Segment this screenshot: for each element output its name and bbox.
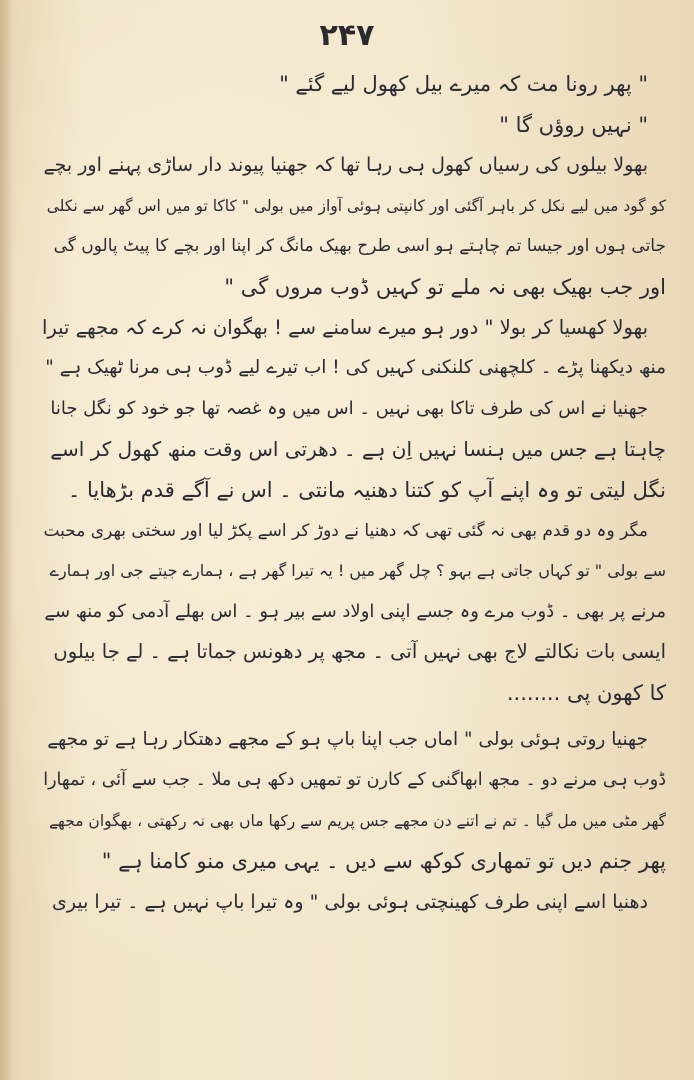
text-line: " پھر رونا مت کہ میرے بیل کھول لیے گئے " [279,72,648,96]
text-line: پھر جنم دیں تو تمھاری کوکھ سے دیں ۔ یہی میری منو کامنا ہے " [101,849,666,874]
text-line: " نہیں روؤں گا " [499,112,648,137]
text-line: منھ دیکھنا پڑے ۔ کلچھنی کلنکنی کہیں کی ! اب تیرے لیے ڈوب ہی مرنا ٹھیک ہے " [45,357,666,379]
text-line: چاہتا ہے جس میں ہنسا نہیں اِن ہے ۔ دھرتی اس وقت منھ کھول کر اسے [50,437,666,462]
text-line: ڈوب ہی مرنے دو ۔ مجھ ابھاگنی کے کارن تو تمھیں دکھ ہی ملا ۔ جب سے آئی ، تمھارا [43,770,666,791]
text-line: بھولا بیلوں کی رسیاں کھول ہی رہا تھا کہ جھنیا پیوند دار ساڑی پہنے اور بچے [43,154,648,177]
text-line: مگر وہ دو قدم بھی نہ گئی تھی کہ دھنیا نے دوڑ کر اسے پکڑ لیا اور سختی بھری محبت [43,520,648,541]
text-line: اور جب بھیک بھی نہ ملے تو کہیں ڈوب مروں گی " [224,274,666,299]
text-line: دھنیا اسے اپنی طرف کھینچتی ہوئی بولی " وہ تیرا باپ نہیں ہے ۔ تیرا بیری [52,890,648,913]
text-line: گھر مٹی میں مل گیا ۔ تم نے اتنے دن مجھے جس پریم سے رکھا ماں بھی نہ رکھتی ، بھگوان مجھے [48,811,666,830]
text-line: نگل لیتی تو وہ اپنے آپ کو کتنا دھنیہ مانتی ۔ اس نے آگے قدم بڑھایا ۔ [67,477,666,502]
text-line: کو گود میں لیے نکل کر باہر آگئی اور کانپتی ہوئی آواز میں بولی " کاکا تو میں اس گھر سے نکلی [46,196,666,215]
text-line: سے بولی " تو کہاں جاتی ہے بہو ؟ چل گھر میں ! یہ تیرا گھر ہے ، ہمارے جیتے جی اور ہمارے [49,561,666,581]
page-binding-shadow [0,0,14,1080]
text-line: مرنے پر بھی ۔ ڈوب مرے وہ جسے اپنی اولاد سے بیر ہو ۔ اس بھلے آدمی کو منھ سے [44,600,666,622]
text-line: کا کھون پی ........ [506,680,666,705]
text-line: جاتی ہوں اور جیسا تم چاہتے ہو اسی طرح بھیک مانگ کر اپنا اور بچے کا پیٹ پالوں گی [53,236,666,257]
text-line: ایسی بات نکالتے لاج بھی نہیں آتی ۔ مجھ پر دھونس جماتا ہے ۔ لے جا بیلوں [53,640,666,664]
text-line: جھنیا روتی ہوئی بولی " اماں جب اپنا باپ ہو کے مجھے دھتکار رہا ہے تو مجھے [47,728,648,750]
urdu-text-block [40,64,666,922]
page-number: ۲۴۷ [319,18,375,53]
text-line: جھنیا نے اس کی طرف تاکا بھی نہیں ۔ اس میں وہ غصہ تھا جو خود کو نگل جانا [50,397,648,419]
text-line: بھولا کھسیا کر بولا " دور ہو میرے سامنے سے ! بھگوان نہ کرے کہ مجھے تیرا [41,315,648,339]
